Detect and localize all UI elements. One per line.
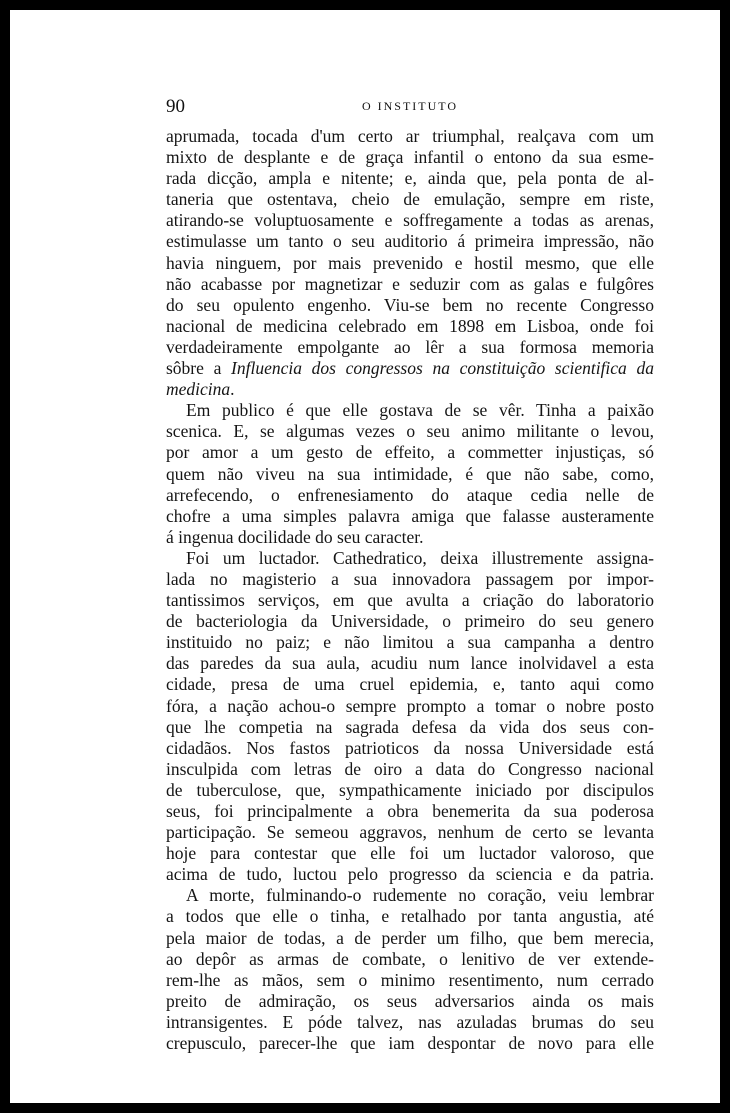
body-text xyxy=(166,126,654,1054)
text-span: das paredes da sua aula, acudiu num lance inolvidavel a esta xyxy=(166,653,654,674)
text-span: hoje para contestar que elle foi um luctador valoroso, que xyxy=(166,843,654,864)
text-span: cidade, presa de uma cruel epidemia, e, tanto aqui como xyxy=(166,674,654,695)
text-line xyxy=(166,569,654,590)
text-span: lada no magisterio a sua innovadora passagem por impor- xyxy=(166,568,654,589)
italic-title-span: Influencia dos congressos na constituição scientifica da xyxy=(231,358,654,379)
text-line xyxy=(166,274,654,295)
text-line xyxy=(166,210,654,231)
text-line xyxy=(166,611,654,632)
text-line xyxy=(166,590,654,611)
text-line xyxy=(166,843,654,864)
text-line xyxy=(166,822,654,843)
text-span: rem-lhe as mãos, sem o minimo resentimento, num cerrado xyxy=(166,969,654,990)
text-line xyxy=(166,885,654,906)
text-span: sôbre a xyxy=(166,358,232,379)
italic-title-span: medicina xyxy=(166,379,231,400)
text-line xyxy=(166,358,654,379)
text-span: de bacteriologia da Universidade, o primeiro do seu genero xyxy=(166,611,654,632)
text-line xyxy=(166,337,654,358)
text-span: arrefecendo, o enfrenesiamento do ataque cedia nelle de xyxy=(166,484,654,505)
text-line xyxy=(166,506,654,527)
text-line xyxy=(166,780,654,801)
text-span: A morte, fulminando-o rudemente no coração, veiu lembrar xyxy=(186,885,654,906)
text-span: pela maior de todas, a de perder um filho, que bem merecia, xyxy=(166,927,654,948)
text-span: havia ninguem, por mais prevenido e hostil mesmo, que elle xyxy=(166,252,654,273)
text-line xyxy=(166,949,654,970)
text-line xyxy=(166,442,654,463)
text-span: Foi um luctador. Cathedratico, deixa illustremente assigna- xyxy=(186,547,654,568)
text-span: participação. Se semeou aggravos, nenhum de certo se levanta xyxy=(166,822,654,843)
text-line xyxy=(166,126,654,147)
text-span: nacional de medicina celebrado em 1898 em Lisboa, onde foi xyxy=(166,315,654,336)
text-line xyxy=(166,168,654,189)
text-span: . xyxy=(230,379,235,400)
text-line xyxy=(166,231,654,252)
text-line xyxy=(166,759,654,780)
text-span: scenica. E, se algumas vezes o seu animo militante o levou, xyxy=(166,421,654,442)
text-span: atirando-se voluptuosamente e soffregamente a todas as arenas, xyxy=(166,210,654,231)
text-line xyxy=(166,864,654,885)
text-line xyxy=(166,1012,654,1033)
text-span: aprumada, tocada d'um certo ar triumphal, realçava com um xyxy=(166,126,654,146)
text-span: cidadãos. Nos fastos patrioticos da nossa Universidade está xyxy=(166,737,654,758)
text-span: estimulasse um tanto o seu auditorio á primeira impressão, não xyxy=(166,231,654,252)
text-span: crepusculo, parecer-lhe que iam despontar de novo para elle xyxy=(166,1033,654,1054)
text-span: verdadeiramente empolgante ao lêr a sua formosa memoria xyxy=(166,336,654,357)
text-span: instituido no paiz; e não limitou a sua campanha a dentro xyxy=(166,632,654,653)
running-title: O INSTITUTO xyxy=(361,99,459,113)
text-span: quem não viveu na sua intimidade, é que não sabe, como, xyxy=(166,463,654,484)
text-line xyxy=(166,295,654,316)
text-line xyxy=(166,189,654,210)
text-line xyxy=(166,379,654,400)
text-span: insculpida com letras de oiro a data do Congresso nacional xyxy=(166,758,654,779)
text-line xyxy=(166,991,654,1012)
text-line xyxy=(166,147,654,168)
text-span: seus, foi principalmente a obra benemerita da sua poderosa xyxy=(166,801,654,821)
text-line xyxy=(166,717,654,738)
text-span: ao depôr as armas de combate, o lenitivo de ver extende- xyxy=(166,948,654,969)
text-span: Em publico é que elle gostava de se vêr. Tinha a paixão xyxy=(186,400,654,421)
text-line xyxy=(166,421,654,442)
text-span: de tuberculose, que, sympathicamente iniciado por discipulos xyxy=(166,779,654,800)
text-line xyxy=(166,653,654,674)
text-span: rada dicção, ampla e nitente; e, ainda que, pela ponta de al- xyxy=(166,168,654,189)
text-span: intransigentes. E póde talvez, nas azuladas brumas do seu xyxy=(166,1011,654,1032)
page-header xyxy=(166,96,654,122)
text-line xyxy=(166,253,654,274)
text-span: tantissimos serviços, em que avulta a criação do laboratorio xyxy=(166,590,654,611)
text-line xyxy=(166,632,654,653)
text-line xyxy=(166,485,654,506)
book-page xyxy=(10,10,720,1103)
text-line xyxy=(166,464,654,485)
text-span: fóra, a nação achou-o sempre prompto a tomar o nobre posto xyxy=(166,695,654,716)
page-number: 90 xyxy=(166,96,185,117)
text-line xyxy=(166,548,654,569)
text-span: chofre a uma simples palavra amiga que falasse austeramente xyxy=(166,505,654,526)
text-span: não acabasse por magnetizar e seduzir com as galas e fulgôres xyxy=(166,273,654,294)
text-line xyxy=(166,1033,654,1054)
text-span: acima de tudo, luctou pelo progresso da sciencia e da patria. xyxy=(166,864,654,885)
text-span: do seu opulento engenho. Viu-se bem no recente Congresso xyxy=(166,294,654,315)
text-line xyxy=(166,906,654,927)
text-span: a todos que elle o tinha, e retalhado por tanta angustia, até xyxy=(166,906,654,927)
text-span: por amor a um gesto de effeito, a commetter injustiças, só xyxy=(166,442,654,463)
text-line xyxy=(166,970,654,991)
text-line xyxy=(166,696,654,717)
text-span: que lhe competia na sagrada defesa da vida dos seus con- xyxy=(166,716,654,737)
text-line xyxy=(166,928,654,949)
text-line xyxy=(166,316,654,337)
text-span: mixto de desplante e de graça infantil o entono da sua esme- xyxy=(166,147,654,168)
text-line xyxy=(166,738,654,759)
text-line xyxy=(166,801,654,822)
text-line xyxy=(166,400,654,421)
text-line xyxy=(166,527,654,548)
text-line xyxy=(166,674,654,695)
text-span: taneria que ostentava, cheio de emulação, sempre em riste, xyxy=(166,189,654,210)
text-span: á ingenua docilidade do seu caracter. xyxy=(166,526,424,547)
text-span: preito de admiração, os seus adversarios ainda os mais xyxy=(166,990,654,1011)
